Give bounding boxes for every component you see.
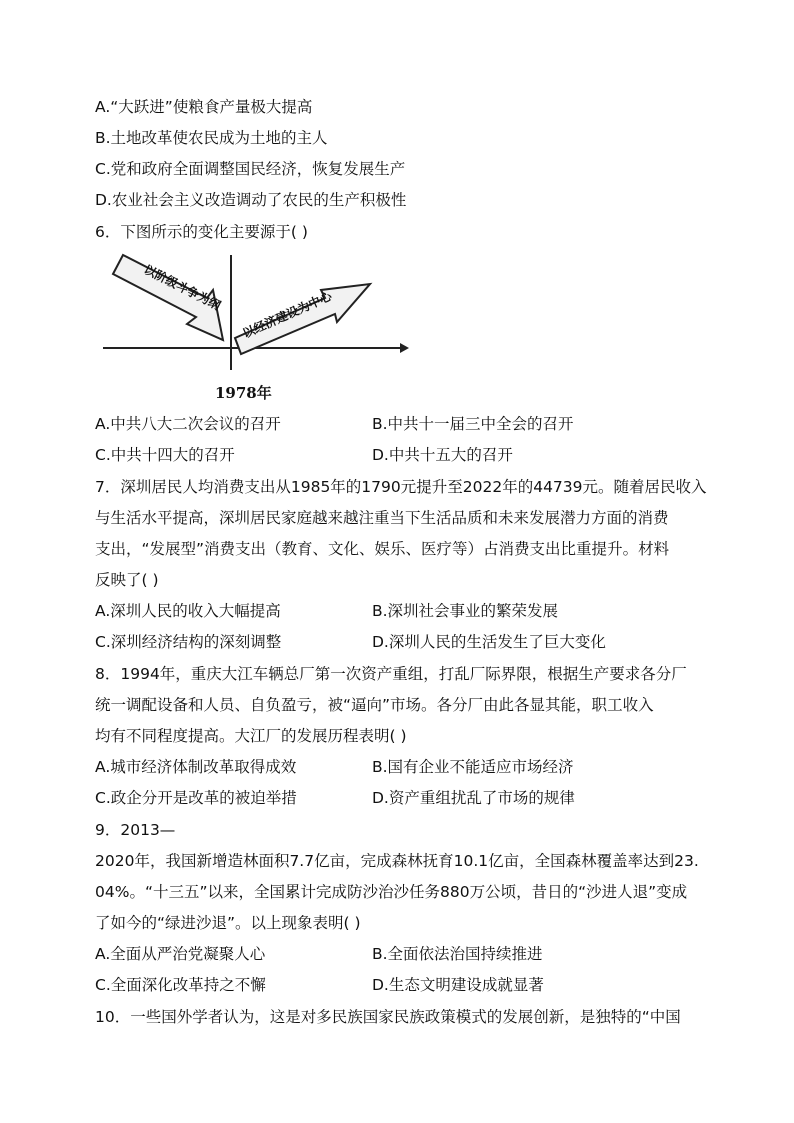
q7-stem-line-4: 反映了( )	[95, 571, 159, 589]
q9-option-a: A.全面从严治党凝聚人心	[95, 945, 266, 963]
q7-option-a: A.深圳人民的收入大幅提高	[95, 602, 281, 620]
q7-option-b: B.深圳社会事业的繁荣发展	[372, 602, 559, 620]
q7-stem-line-1: 7．深圳居民人均消费支出从1985年的1790元提升至2022年的44739元。随着居民收入	[95, 478, 707, 496]
q9-option-c: C.全面深化改革持之不懈	[95, 976, 266, 994]
q7-option-c: C.深圳经济结构的深刻调整	[95, 633, 282, 651]
time-axis-arrowhead	[400, 343, 409, 353]
q9-stem-line-2: 2020年，我国新增造林面积7.7亿亩，完成森林抚育10.1亿亩，全国森林覆盖率达到23.	[95, 852, 699, 870]
q9-stem-line-3: 04%。“十三五”以来，全国累计完成防沙治沙任务880万公顷，昔日的“沙进人退”变成	[95, 883, 688, 901]
q5-option-c: C.党和政府全面调整国民经济，恢复发展生产	[95, 160, 406, 178]
q8-stem-line-2: 统一调配设备和人员、自负盈亏，被“逼向”市场。各分厂由此各显其能，职工收入	[95, 696, 654, 714]
q7-option-d: D.深圳人民的生活发生了巨大变化	[372, 633, 606, 651]
q6-option-d: D.中共十五大的召开	[372, 446, 513, 464]
q7-stem-line-2: 与生活水平提高，深圳居民家庭越来越注重当下生活品质和未来发展潜力方面的消费	[95, 509, 669, 527]
q5-option-b: B.土地改革使农民成为土地的主人	[95, 129, 328, 147]
left-down-arrow	[113, 255, 223, 340]
year-label: 1978年	[215, 384, 272, 402]
q9-option-b: B.全面依法治国持续推进	[372, 945, 543, 963]
right-up-arrow	[235, 284, 370, 354]
left-arrow-label: 以阶级斗争为纲	[141, 262, 223, 313]
q8-stem-line-3: 均有不同程度提高。大江厂的发展历程表明( )	[95, 727, 407, 745]
q8-option-c: C.政企分开是改革的被迫举措	[95, 789, 297, 807]
q9-stem-line-1: 9．2013—	[95, 821, 176, 839]
q5-option-d: D.农业社会主义改造调动了农民的生产积极性	[95, 191, 407, 209]
q6-option-a: A.中共八大二次会议的召开	[95, 415, 281, 433]
q9-stem-line-4: 了如今的“绿进沙退”。以上现象表明( )	[95, 914, 361, 932]
q6-stem: 6．下图所示的变化主要源于( )	[95, 223, 308, 241]
q8-stem-line-1: 8．1994年，重庆大江车辆总厂第一次资产重组，打乱厂际界限，根据生产要求各分厂	[95, 665, 687, 683]
q8-option-d: D.资产重组扰乱了市场的规律	[372, 789, 575, 807]
q6-option-c: C.中共十四大的召开	[95, 446, 235, 464]
q6-option-b: B.中共十一届三中全会的召开	[372, 415, 574, 433]
q6-figure-svg	[95, 250, 415, 380]
q5-option-a: A.“大跃进”使粮食产量极大提高	[95, 98, 313, 116]
q10-stem-line-1: 10．一些国外学者认为，这是对多民族国家民族政策模式的发展创新，是独特的“中国	[95, 1008, 681, 1026]
q8-option-a: A.城市经济体制改革取得成效	[95, 758, 297, 776]
right-arrow-label: 以经济建设为中心	[240, 288, 334, 341]
q7-stem-line-3: 支出，“发展型”消费支出（教育、文化、娱乐、医疗等）占消费支出比重提升。材料	[95, 540, 670, 558]
q9-option-d: D.生态文明建设成就显著	[372, 976, 544, 994]
q8-option-b: B.国有企业不能适应市场经济	[372, 758, 574, 776]
